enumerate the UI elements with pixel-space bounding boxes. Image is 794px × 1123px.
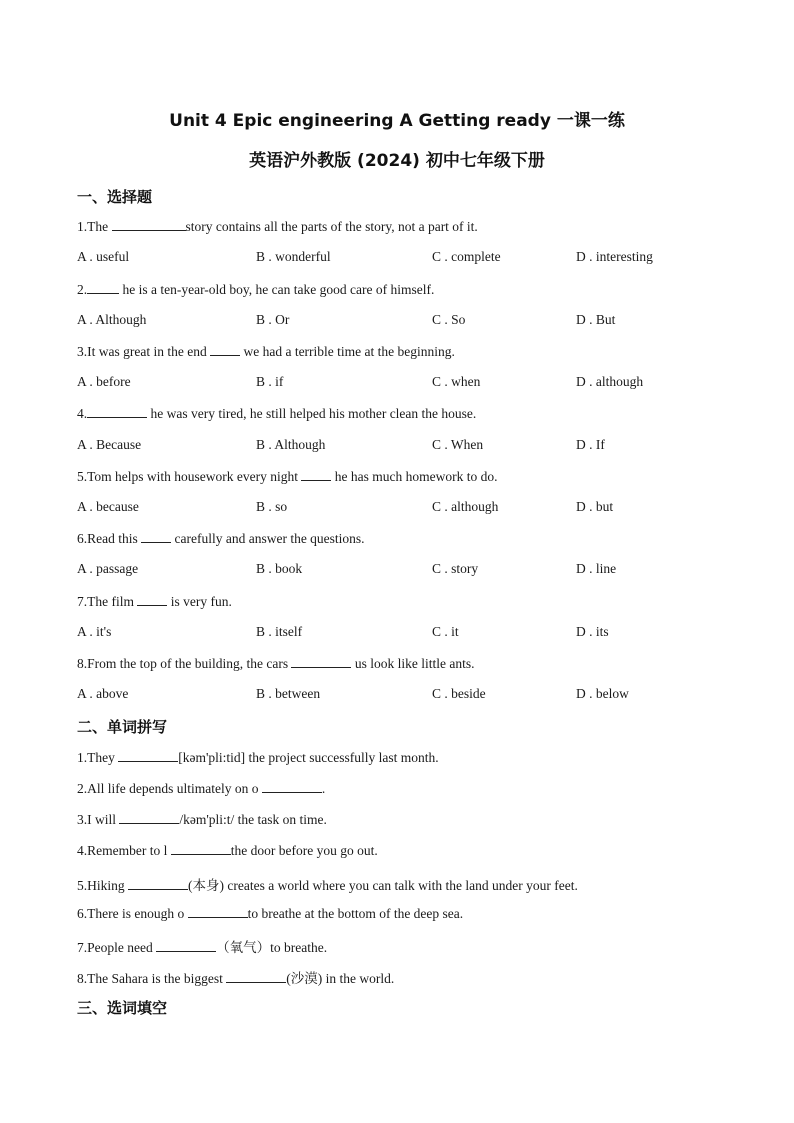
- section-heading-spelling: 二、单词拼写: [77, 718, 168, 736]
- question-text: 8.The Sahara is the biggest: [77, 971, 227, 986]
- answer-blank[interactable]: [156, 939, 216, 952]
- question-text: us look like little ants.: [351, 656, 475, 671]
- question-text: 1.They: [77, 750, 119, 765]
- question-text: he has much homework to do.: [331, 469, 498, 484]
- spelling-question-5: [77, 874, 578, 894]
- mcq-question-3: [77, 343, 455, 360]
- option-c[interactable]: C . story: [432, 561, 479, 576]
- option-c[interactable]: C . it: [432, 624, 459, 639]
- section-heading-word-choice: 三、选词填空: [77, 999, 168, 1017]
- mcq-question-8: [77, 655, 474, 672]
- option-a[interactable]: A . because: [77, 499, 139, 514]
- spelling-question-7: [77, 936, 327, 956]
- option-c[interactable]: C . complete: [432, 249, 501, 264]
- option-d[interactable]: D . its: [576, 624, 609, 639]
- answer-blank[interactable]: [118, 749, 178, 762]
- option-b[interactable]: B . Although: [256, 437, 326, 452]
- option-a[interactable]: A . passage: [77, 561, 139, 576]
- question-text: [kəm'pli:tid] the project successfully last month.: [178, 750, 439, 765]
- answer-blank[interactable]: [87, 405, 147, 418]
- question-text: 5.Tom helps with housework every night: [77, 469, 302, 484]
- worksheet-subtitle: 英语沪外教版 (2024) 初中七年级下册: [249, 151, 545, 171]
- question-text: the door before you go out.: [230, 843, 378, 858]
- question-text: is very fun.: [167, 594, 232, 609]
- answer-blank[interactable]: [301, 468, 331, 481]
- question-text: .: [321, 781, 326, 796]
- section-heading-multiple-choice: 一、选择题: [77, 188, 153, 206]
- answer-blank[interactable]: [87, 281, 119, 294]
- option-d[interactable]: D . below: [576, 686, 629, 701]
- spelling-question-2: [77, 780, 325, 797]
- question-text: story contains all the parts of the story, not a part of it.: [185, 219, 478, 234]
- answer-blank[interactable]: [226, 970, 286, 983]
- option-d[interactable]: D . line: [576, 561, 617, 576]
- question-text: 4.: [77, 406, 88, 421]
- mcq-question-2: [77, 281, 434, 298]
- answer-blank[interactable]: [291, 655, 351, 668]
- option-b[interactable]: B . if: [256, 374, 284, 389]
- spelling-question-6: [77, 905, 463, 922]
- question-text: (本身) creates a world where you can talk with the land under your feet.: [188, 878, 578, 893]
- mcq-question-6: [77, 530, 365, 547]
- question-text: 7.The film: [77, 594, 138, 609]
- answer-blank[interactable]: [262, 780, 322, 793]
- option-d[interactable]: D . but: [576, 499, 614, 514]
- question-text: 1.The: [77, 219, 112, 234]
- question-text: 2.: [77, 282, 88, 297]
- spelling-question-4: [77, 842, 378, 859]
- option-c[interactable]: C . when: [432, 374, 481, 389]
- answer-blank[interactable]: [119, 811, 179, 824]
- answer-blank[interactable]: [188, 905, 248, 918]
- option-a[interactable]: A . useful: [77, 249, 130, 264]
- question-text: 2.All life depends ultimately on o: [77, 781, 262, 796]
- mcq-question-5: [77, 468, 498, 485]
- option-b[interactable]: B . between: [256, 686, 321, 701]
- question-text: （氧气）to breathe.: [216, 940, 328, 955]
- question-text: 3.It was great in the end: [77, 344, 211, 359]
- option-b[interactable]: B . itself: [256, 624, 303, 639]
- question-text: 5.Hiking: [77, 878, 129, 893]
- question-text: we had a terrible time at the beginning.: [240, 344, 455, 359]
- question-text: 8.From the top of the building, the cars: [77, 656, 292, 671]
- question-text: 3.I will: [77, 812, 120, 827]
- answer-blank[interactable]: [141, 530, 171, 543]
- question-text: (沙漠) in the world.: [286, 971, 395, 986]
- spelling-question-8: [77, 967, 394, 987]
- question-text: he was very tired, he still helped his mother clean the house.: [147, 406, 477, 421]
- option-b[interactable]: B . book: [256, 561, 303, 576]
- option-c[interactable]: C . So: [432, 312, 466, 327]
- question-text: carefully and answer the questions.: [171, 531, 365, 546]
- question-text: he is a ten-year-old boy, he can take good care of himself.: [119, 282, 435, 297]
- option-d[interactable]: D . interesting: [576, 249, 653, 264]
- option-a[interactable]: A . Although: [77, 312, 147, 327]
- question-text: 4.Remember to l: [77, 843, 171, 858]
- question-text: to breathe at the bottom of the deep sea.: [247, 906, 464, 921]
- option-b[interactable]: B . so: [256, 499, 288, 514]
- answer-blank[interactable]: [128, 877, 188, 890]
- option-b[interactable]: B . wonderful: [256, 249, 331, 264]
- answer-blank[interactable]: [210, 343, 240, 356]
- question-text: 6.Read this: [77, 531, 142, 546]
- option-d[interactable]: D . But: [576, 312, 616, 327]
- option-a[interactable]: A . before: [77, 374, 131, 389]
- mcq-question-7: [77, 593, 232, 610]
- answer-blank[interactable]: [137, 593, 167, 606]
- answer-blank[interactable]: [171, 842, 231, 855]
- question-text: 7.People need: [77, 940, 157, 955]
- mcq-question-1: [77, 218, 478, 235]
- option-d[interactable]: D . If: [576, 437, 605, 452]
- spelling-question-1: [77, 749, 439, 766]
- answer-blank[interactable]: [112, 218, 186, 231]
- mcq-question-4: [77, 405, 476, 422]
- spelling-question-3: [77, 811, 327, 828]
- option-a[interactable]: A . it's: [77, 624, 112, 639]
- option-b[interactable]: B . Or: [256, 312, 290, 327]
- option-d[interactable]: D . although: [576, 374, 644, 389]
- question-text: /kəm'pli:t/ the task on time.: [179, 812, 327, 827]
- option-c[interactable]: C . When: [432, 437, 484, 452]
- option-a[interactable]: A . Because: [77, 437, 142, 452]
- worksheet-title: Unit 4 Epic engineering A Getting ready 一课一练: [169, 111, 625, 131]
- question-text: 6.There is enough o: [77, 906, 188, 921]
- option-c[interactable]: C . although: [432, 499, 499, 514]
- option-c[interactable]: C . beside: [432, 686, 486, 701]
- option-a[interactable]: A . above: [77, 686, 129, 701]
